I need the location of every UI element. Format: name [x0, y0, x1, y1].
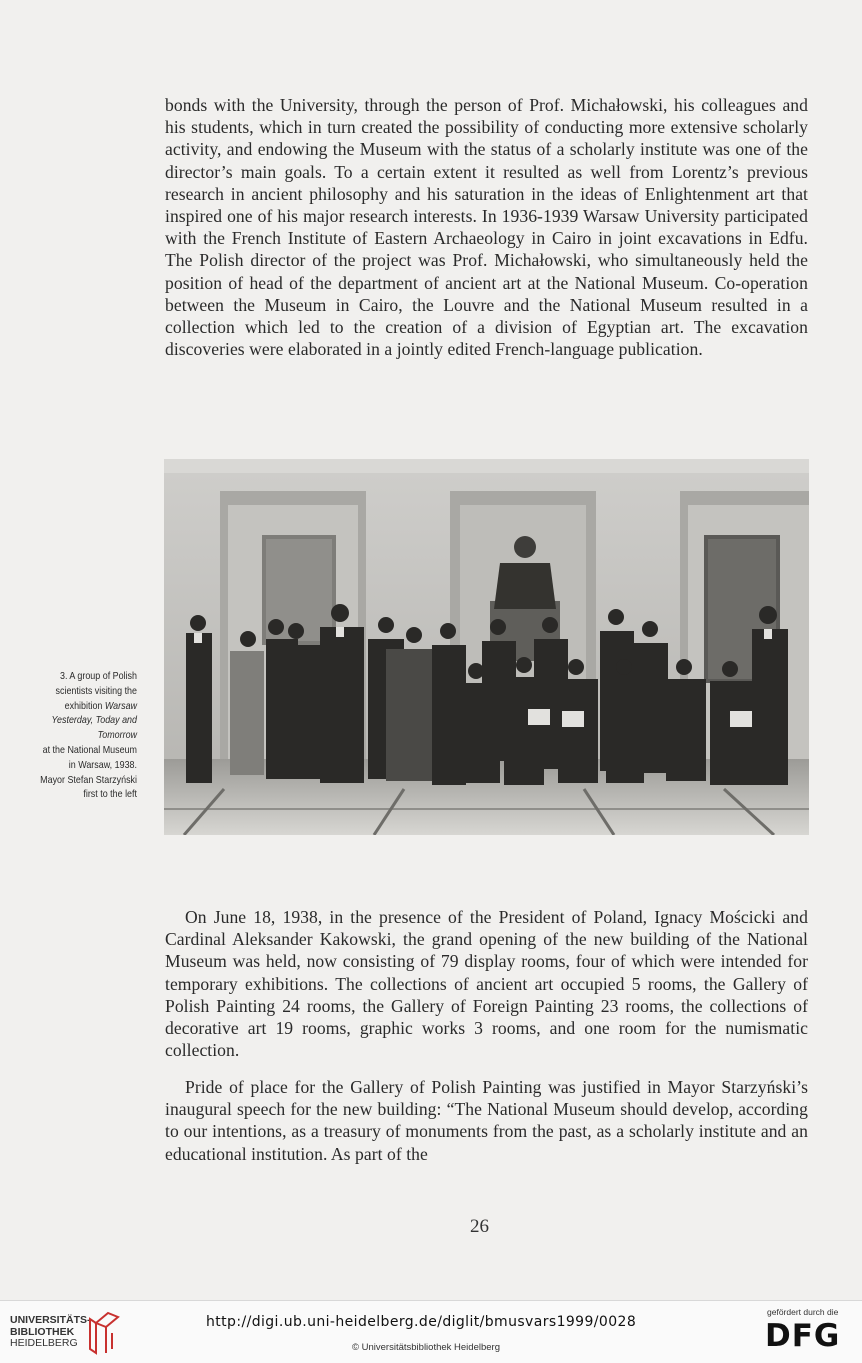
caption-exhibition-title: Tomorrow — [97, 730, 137, 742]
body-paragraph-2: On June 18, 1938, in the presence of the President of Poland, Ignacy Mościcki and Cardinal Aleksander Kakowski, the grand opening of the new building of the National Museum was held, now consisting of 79 display rooms, four of which were intended for temporary exhibitions. The collections of ancient art occupied 5 rooms, the Gallery of Polish Painting 24 rooms, the Gallery of Foreign Painting 23 rooms, the collections of decorative art 19 rooms, graphic works 3 rooms, and one room for the numismatic collection. — [165, 907, 808, 1061]
group-photograph — [164, 459, 809, 835]
caption-line: in Warsaw, 1938. — [68, 759, 137, 771]
caption-line — [26, 729, 137, 744]
body-paragraph-3: Pride of place for the Gallery of Polish Painting was justified in Mayor Starzyński’s inaugural speech for the new building: “The National Museum should develop, according to our intentions, as a treasury of monuments from the past, as a scholarly institute and an educational institution. As part of the — [165, 1077, 808, 1164]
source-url-link[interactable]: http://digi.ub.uni-heidelberg.de/diglit/bmusvars1999/0028 — [206, 1314, 637, 1330]
caption-line: 3. A group of Polish — [59, 671, 137, 682]
caption-exhibition-title: Warsaw — [104, 700, 137, 712]
figure-caption — [26, 670, 137, 803]
body-paragraph-1: bonds with the University, through the person of Prof. Michałowski, his colleagues and his students, which in turn created the possibility of conducting more extensive scholarly activity, and endowing the Museum with the status of a scholarly institute was one of the director’s main goals. To a certain extent it resulted as well from Lorentz’s previous research in ancient philosophy and his saturation in the ideas of Enlightenment art that inspired one of his major research interests. In 1936-1939 Warsaw University participated with the French Institute of Eastern Archaeology in Cairo in joint excavations in Edfu. The Polish director of the project was Prof. Michałowski, who simultaneously held the position of head of the department of ancient art at the National Museum. Co-operation between the Museum in Cairo, the Louvre and the National Museum resulted in a collection which led to the creation of a division of Egyptian art. The excavation discoveries were elaborated in a jointly edited French-language publication. — [165, 95, 808, 360]
caption-line: scientists visiting the — [55, 685, 138, 697]
library-name — [10, 1315, 91, 1350]
copyright-notice: © Universitätsbibliothek Heidelberg — [352, 1342, 500, 1353]
library-name-line: HEIDELBERG — [10, 1337, 78, 1349]
caption-line — [26, 700, 137, 715]
caption-line: at the National Museum — [42, 744, 137, 756]
caption-line — [26, 714, 137, 729]
funding-label: gefördert durch die — [767, 1307, 839, 1317]
digitization-footer — [0, 1300, 862, 1363]
caption-word: exhibition — [64, 700, 103, 712]
library-logo-icon — [86, 1309, 122, 1360]
library-name-line: UNIVERSITÄTS- — [10, 1314, 91, 1326]
caption-exhibition-title: Yesterday, Today and — [51, 715, 137, 727]
page-number: 26 — [470, 1216, 489, 1237]
library-name-line: BIBLIOTHEK — [10, 1325, 75, 1338]
caption-line: Mayor Stefan Starzyński — [40, 774, 137, 786]
caption-line: first to the left — [83, 789, 137, 801]
dfg-logo: DFG — [765, 1318, 841, 1354]
